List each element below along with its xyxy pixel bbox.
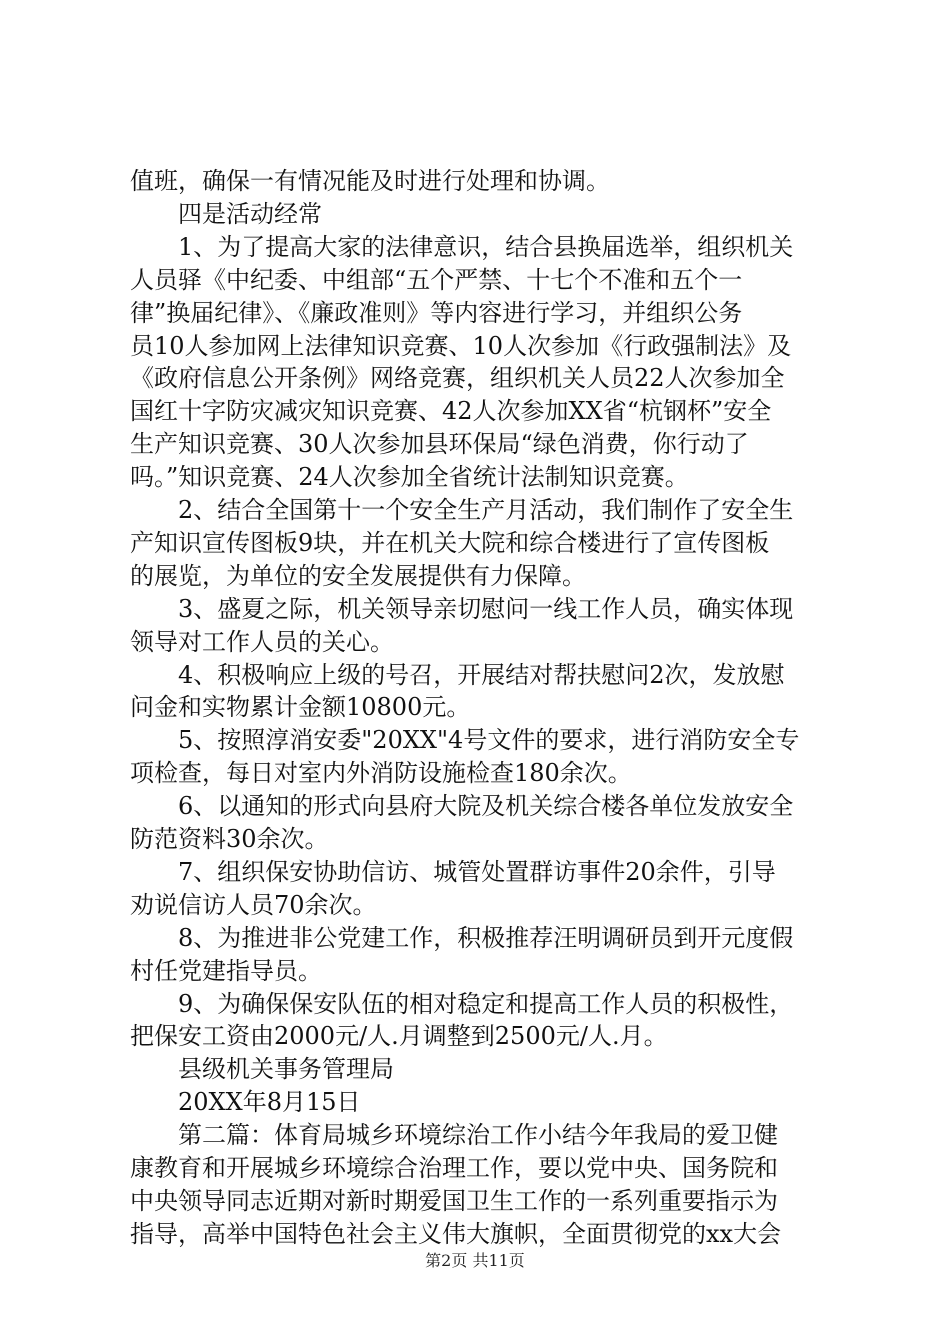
text-line: 20XX年8月15日 <box>178 1088 361 1117</box>
text-line: 指导，高举中国特色社会主义伟大旗帜，全面贯彻党的xx大会 <box>130 1219 782 1248</box>
text-line: 的展览，为单位的安全发展提供有力保障。 <box>130 561 586 590</box>
text-line: 产知识宣传图板9块，并在机关大院和综合楼进行了宣传图板 <box>130 528 770 557</box>
text-line: 3、盛夏之际，机关领导亲切慰问一线工作人员，确实体现 <box>178 594 794 623</box>
text-line: 人员驿《中纪委、中组部“五个严禁、十七个不准和五个一 <box>130 265 743 294</box>
text-line: 领导对工作人员的关心。 <box>130 627 394 656</box>
text-line: 把保安工资由2000元/人.月调整到2500元/人.月。 <box>130 1022 668 1051</box>
text-line: 县级机关事务管理局 <box>178 1055 394 1084</box>
text-line: 5、按照淳消安委"20XX"4号文件的要求，进行消防安全专 <box>178 726 800 755</box>
text-line: 员10人参加网上法律知识竞赛、10人次参加《行政强制法》及 <box>130 331 792 360</box>
text-line: 中央领导同志近期对新时期爱国卫生工作的一系列重要指示为 <box>130 1186 778 1215</box>
text-line: 8、为推进非公党建工作，积极推荐汪明调研员到开元度假 <box>178 923 794 952</box>
text-line: 1、为了提高大家的法律意识，结合县换届选举，组织机关 <box>178 232 794 261</box>
text-line: 项检查，每日对室内外消防设施检查180余次。 <box>130 759 632 788</box>
text-line: 问金和实物累计金额10800元。 <box>130 693 471 722</box>
text-line: 第二篇：体育局城乡环境综治工作小结今年我局的爱卫健 <box>178 1121 778 1150</box>
text-line: 6、以通知的形式向县府大院及机关综合楼各单位发放安全 <box>178 792 794 821</box>
text-line: 9、为确保保安队伍的相对稳定和提高工作人员的积极性， <box>178 989 794 1018</box>
text-line: 7、组织保安协助信访、城管处置群访事件20余件，引导 <box>178 857 776 886</box>
text-line: 村任党建指导员。 <box>130 956 322 985</box>
text-line: 防范资料30余次。 <box>130 825 329 853</box>
text-line: 值班，确保一有情况能及时进行处理和协调。 <box>130 167 610 195</box>
text-line: 生产知识竞赛、30人次参加县环保局“绿色消费，你行动了 <box>130 430 749 459</box>
text-line: 四是活动经常 <box>178 199 322 228</box>
text-line: 2、结合全国第十一个安全生产月活动，我们制作了安全生 <box>178 496 794 524</box>
text-line: 《政府信息公开条例》网络竞赛，组织机关人员22人次参加全 <box>130 364 785 393</box>
text-line: 劝说信访人员70余次。 <box>130 890 377 919</box>
page-footer: 第2页 共11页 <box>425 1251 525 1270</box>
text-line: 律”换届纪律》、《廉政准则》等内容进行学习，并组织公务 <box>130 298 743 327</box>
text-line: 4、积极响应上级的号召，开展结对帮扶慰问2次，发放慰 <box>178 660 785 689</box>
text-line: 康教育和开展城乡环境综合治理工作，要以党中央、国务院和 <box>130 1154 778 1182</box>
text-line: 吗。”知识竞赛、24人次参加全省统计法制知识竞赛。 <box>130 463 689 492</box>
text-line: 国红十字防灾减灾知识竞赛、42人次参加XX省“杭钢杯”安全 <box>130 397 772 426</box>
